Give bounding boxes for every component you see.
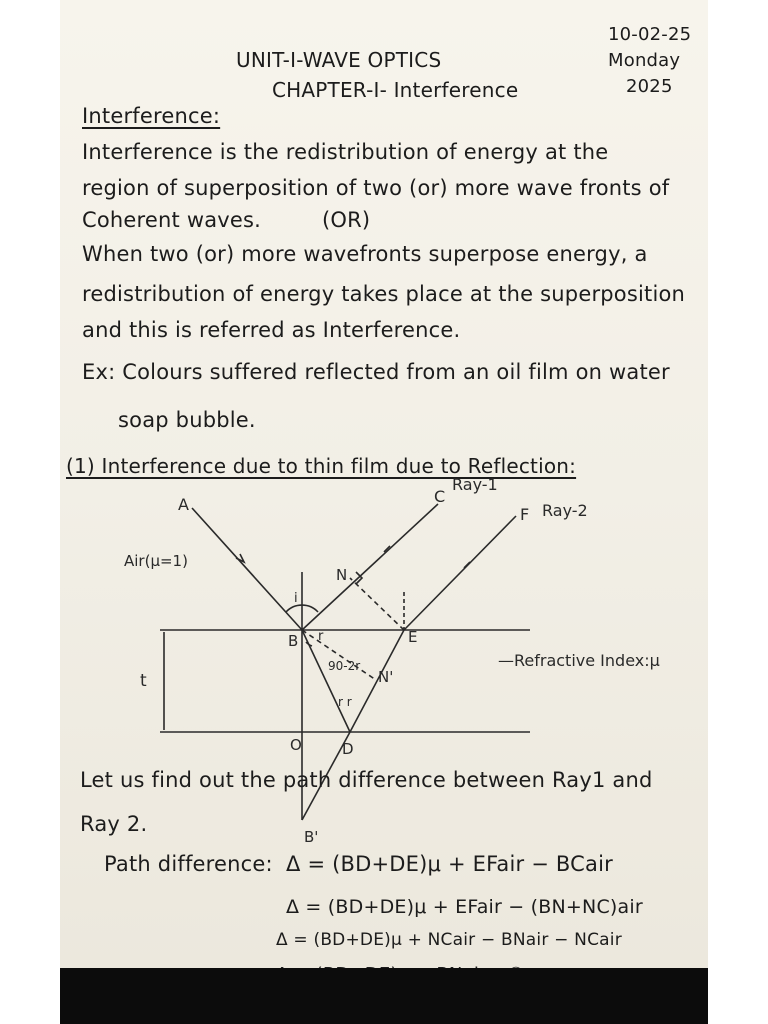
label-a: A [178,495,189,514]
definition-line-2: region of superposition of two (or) more wave fronts of [82,176,670,200]
year: 2025 [626,76,673,97]
label-n: N [336,566,348,584]
label-angle: 90-2r [328,659,361,673]
label-i: i [294,591,298,606]
label-d: D [342,740,354,758]
thin-film-diagram [60,475,708,860]
equation-1: Δ = (BD+DE)μ + EFair − BCair [286,852,613,876]
label-o: O [290,736,302,754]
label-e: E [408,628,418,646]
right-margin [708,0,768,1024]
arrow-incident [236,554,244,562]
label-b: B [288,632,299,650]
label-r: r [318,629,324,644]
label-rr: r r [338,695,352,709]
left-margin [0,0,60,1024]
notebook-page [60,0,708,968]
label-ray2: Ray-2 [542,501,588,520]
label-b-prime: B' [304,828,319,846]
or-label: (OR) [322,208,371,232]
label-refractive-index: —Refractive Index:μ [498,651,660,670]
interference-heading: Interference: [82,104,221,128]
equation-3: Δ = (BD+DE)μ + NCair − BNair − NCair [276,930,622,950]
angle-arc-refracted [306,642,312,646]
perpendicular-en [350,578,404,630]
reflected-ray-2 [404,516,516,630]
example-line-2: soap bubble. [118,408,256,432]
path-intro-1: Let us find out the path difference between Ray1 and [80,768,653,792]
example-line: Ex: Colours suffered reflected from an oil film on water [82,360,670,384]
path-difference-label: Path difference: [104,852,273,876]
definition-line-1: Interference is the redistribution of energy at the [82,140,609,164]
arrow-reflected-2 [464,562,470,568]
definition-line-5: redistribution of energy takes place at the superposition [82,282,686,306]
day: Monday [608,50,681,71]
label-f: F [520,505,530,524]
chapter-title: CHAPTER-I- Interference [272,78,519,102]
internal-reflected-ray [350,630,404,732]
section-title: (1) Interference due to thin film due to Reflection: [66,454,577,478]
label-t: t [140,671,147,691]
label-n-prime: N' [378,668,394,686]
path-intro-2: Ray 2. [80,812,148,836]
date: 10-02-25 [608,24,692,45]
label-air: Air(μ=1) [124,552,188,570]
equation-2: Δ = (BD+DE)μ + EFair − (BN+NC)air [286,896,643,918]
reflected-ray-1 [302,504,438,630]
label-ray1: Ray-1 [452,475,498,494]
definition-line-4: When two (or) more wavefronts superpose energy, a [82,242,648,266]
definition-line-6: and this is referred as Interference. [82,318,461,342]
incident-ray [192,508,302,630]
dark-bottom-area [60,968,708,1024]
definition-line-3: Coherent waves. [82,208,262,232]
unit-title: UNIT-I-WAVE OPTICS [236,48,442,72]
label-c: C [434,487,446,506]
